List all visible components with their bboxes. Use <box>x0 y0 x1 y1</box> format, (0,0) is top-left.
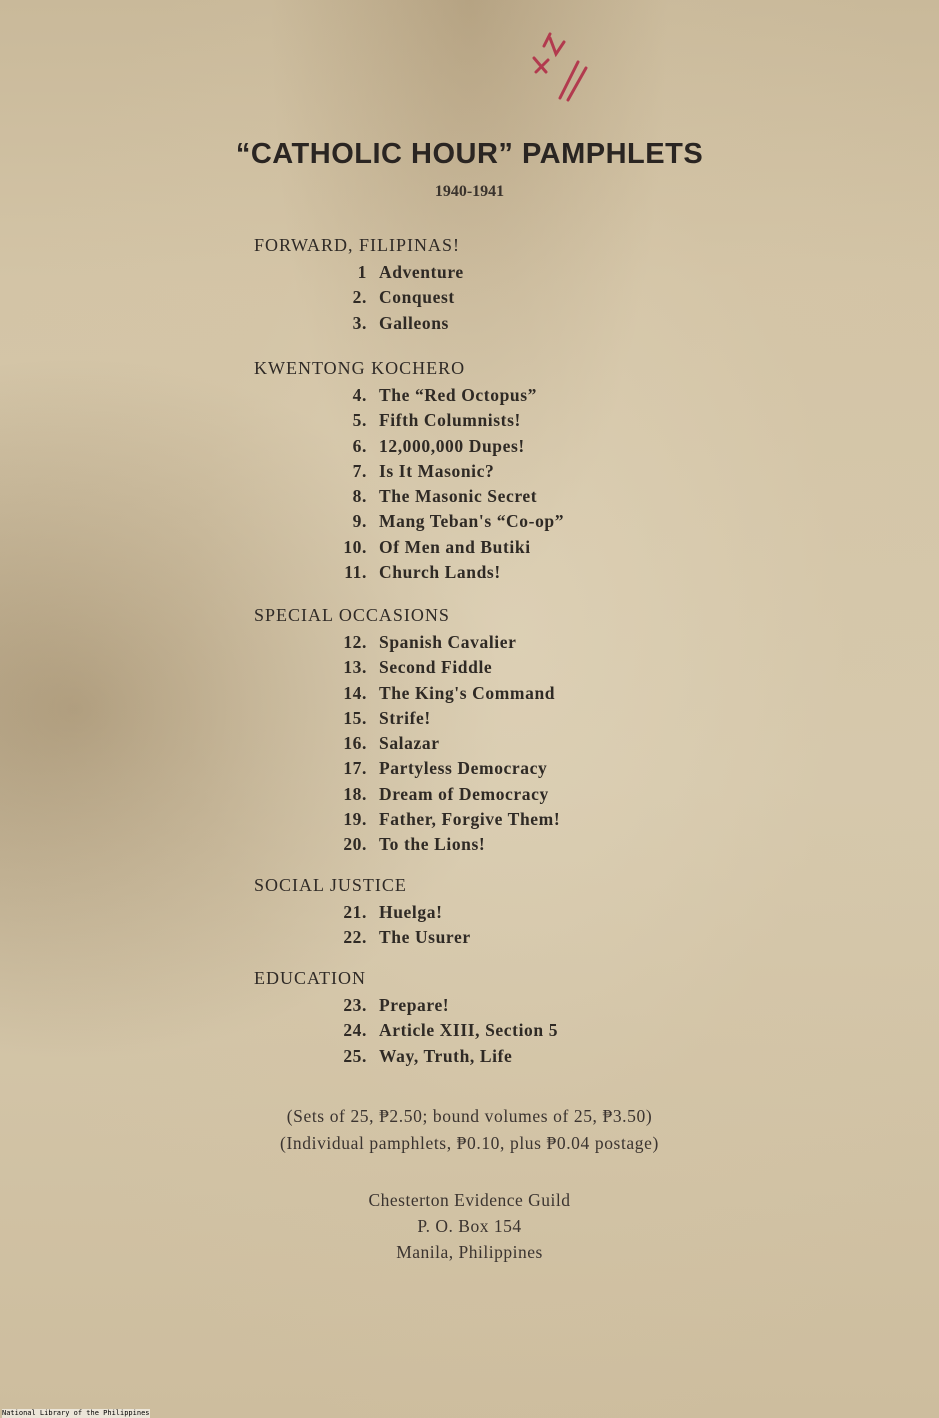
section-heading: KWENTONG KOCHERO <box>254 358 466 378</box>
pamphlet-list <box>254 383 564 585</box>
item-number: 10. <box>343 536 367 557</box>
list-item <box>254 832 560 857</box>
item-number: 2. <box>352 287 367 308</box>
section-heading: EDUCATION <box>254 968 366 988</box>
item-number: 18. <box>343 783 367 804</box>
item-number: 23. <box>343 995 367 1015</box>
pamphlet-list <box>254 630 560 858</box>
pricing-individual: (Individual pamphlets, ₱0.10, plus ₱0.04 postage) <box>280 1133 659 1153</box>
pamphlet-list <box>254 900 471 951</box>
item-title: Salazar <box>379 733 440 754</box>
section-forward-filipinas <box>254 230 464 336</box>
item-title: Church Lands! <box>379 562 501 583</box>
item-title: The Usurer <box>379 927 471 948</box>
list-item <box>254 459 564 484</box>
list-item <box>254 993 558 1018</box>
item-number: 3. <box>352 312 367 333</box>
item-number: 6. <box>352 435 367 456</box>
list-item <box>254 1018 558 1043</box>
section-heading: SOCIAL JUSTICE <box>254 875 407 895</box>
item-number: 7. <box>352 460 367 481</box>
item-title: Way, Truth, Life <box>379 1045 513 1066</box>
list-item <box>254 731 560 756</box>
section-social-justice <box>254 870 471 951</box>
list-item <box>254 756 560 781</box>
item-title: The “Red Octopus” <box>379 385 537 405</box>
item-title: 12,000,000 Dupes! <box>379 435 525 456</box>
list-item <box>254 260 464 285</box>
item-number: 14. <box>343 682 367 703</box>
list-item <box>254 782 560 807</box>
item-title: Huelga! <box>379 902 443 922</box>
list-item <box>254 925 471 950</box>
item-title: Strife! <box>379 707 431 728</box>
item-number: 25. <box>343 1045 367 1066</box>
item-number: 16. <box>343 733 367 754</box>
list-item <box>254 311 464 336</box>
list-item <box>254 630 560 655</box>
item-title: Fifth Columnists! <box>379 410 521 431</box>
list-item <box>254 383 564 408</box>
section-education <box>254 963 558 1069</box>
list-item <box>254 655 560 680</box>
section-heading: FORWARD, FILIPINAS! <box>254 235 461 255</box>
item-number: 20. <box>343 834 367 855</box>
library-credit: National Library of the Philippines <box>2 1409 150 1417</box>
list-item <box>254 509 564 534</box>
list-item <box>254 560 564 585</box>
list-item <box>254 535 564 560</box>
list-item <box>254 706 560 731</box>
item-number: 17. <box>343 758 367 779</box>
list-item <box>254 434 564 459</box>
item-number: 22. <box>343 927 367 948</box>
item-title: Father, Forgive Them! <box>379 809 561 830</box>
year-range: 1940-1941 <box>434 183 505 200</box>
list-item <box>254 681 560 706</box>
item-title: The Masonic Secret <box>379 486 538 507</box>
handwritten-pencil-mark <box>520 28 600 108</box>
page-title: “CATHOLIC HOUR” PAMPHLETS <box>235 138 704 170</box>
section-kwentong-kochero <box>254 353 564 585</box>
item-number: 8. <box>352 486 367 507</box>
item-title: Of Men and Butiki <box>379 536 531 557</box>
item-title: Second Fiddle <box>379 657 493 678</box>
list-item <box>254 1044 558 1069</box>
pricing-sets: (Sets of 25, ₱2.50; bound volumes of 25, ₱3.50) <box>286 1106 653 1126</box>
item-title: Mang Teban's “Co-op” <box>379 511 565 532</box>
item-number: 1 <box>357 262 367 282</box>
item-title: Prepare! <box>379 995 450 1015</box>
publisher-box: P. O. Box 154 <box>417 1216 522 1236</box>
item-number: 15. <box>343 707 367 728</box>
item-title: Article XIII, Section 5 <box>379 1020 559 1041</box>
item-title: Dream of Democracy <box>379 783 549 804</box>
item-title: Conquest <box>379 287 455 308</box>
pamphlet-list <box>254 993 558 1069</box>
publisher-name: Chesterton Evidence Guild <box>368 1190 571 1210</box>
list-item <box>254 900 471 925</box>
item-title: To the Lions! <box>379 834 486 855</box>
list-item <box>254 408 564 433</box>
section-heading: SPECIAL OCCASIONS <box>254 605 450 625</box>
item-number: 12. <box>343 632 367 652</box>
publisher-city: Manila, Philippines <box>396 1242 543 1262</box>
item-number: 13. <box>343 657 367 678</box>
item-number: 4. <box>352 385 367 405</box>
item-title: Partyless Democracy <box>379 758 548 779</box>
item-number: 11. <box>344 562 367 583</box>
item-number: 21. <box>343 902 367 922</box>
item-number: 19. <box>343 809 367 830</box>
pamphlet-list <box>254 260 464 336</box>
item-title: Adventure <box>379 262 464 282</box>
section-special-occasions <box>254 600 560 858</box>
list-item <box>254 285 464 310</box>
item-number: 24. <box>343 1020 367 1041</box>
item-title: Is It Masonic? <box>379 460 495 481</box>
list-item <box>254 484 564 509</box>
item-title: Spanish Cavalier <box>379 632 517 652</box>
list-item <box>254 807 560 832</box>
item-number: 5. <box>352 410 367 431</box>
item-number: 9. <box>352 511 367 532</box>
item-title: Galleons <box>379 312 449 333</box>
item-title: The King's Command <box>379 682 556 703</box>
